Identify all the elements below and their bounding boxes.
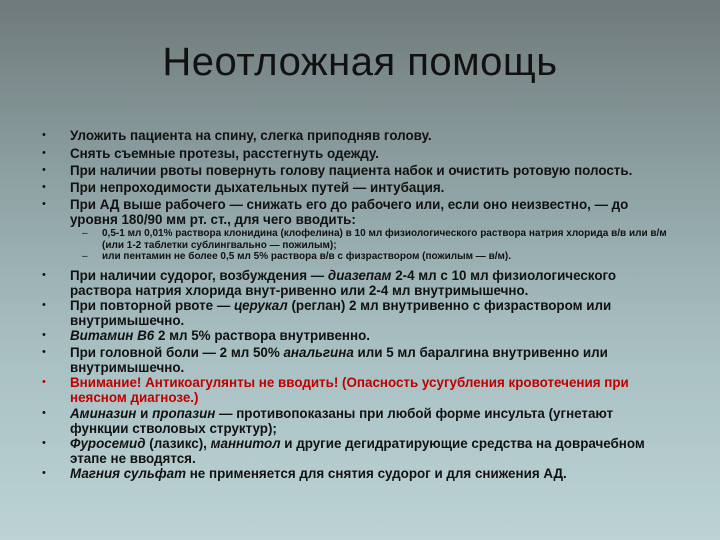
list-item: Снять съемные протезы, расстегнуть одежду. (70, 146, 379, 161)
bullet: • (42, 269, 46, 281)
bullet: • (42, 164, 46, 176)
list-item-b6: Витамин В6 2 мл 5% раствора внутривенно. (70, 328, 371, 343)
list-item-furosemid: Фуросемид (лазикс), маннитол и другие дегидратирующие средства на доврачебном этапе не вводятся. (70, 436, 645, 466)
bullet: • (42, 467, 46, 479)
list-item-seizures: При наличии судорог, возбуждения — диазепам 2-4 мл с 10 мл физиологического раствора натрия хлорида внут-ривенно или 2-4 мл внутримышечно. (70, 268, 617, 298)
list-item: При АД выше рабочего — снижать его до рабочего или, если оно неизвестно, — до уровня 180/90 мм рт. ст., для чего вводить: (70, 197, 629, 227)
sub-list-item: или пентамин не более 0,5 мл 5% раствора в/в с физраствором (пожилым — в/м). (102, 251, 512, 262)
dash: – (82, 251, 88, 262)
bullet: • (42, 129, 46, 141)
list-item-magnesium: Магния сульфат не применяется для снятия судорог и для снижения АД. (70, 466, 567, 481)
sub-list-item: 0,5-1 мл 0,01% раствора клонидина (клофелина) в 10 мл физиологического раствора натрия хлорида в/в или в/м (или 1-2 таблетки сублингвально — пожилым); (102, 228, 667, 251)
page-title: Неотложная помощь (162, 40, 558, 84)
list-item: При непроходимости дыхательных путей — интубация. (70, 180, 445, 195)
list-item: Уложить пациента на спину, слегка приподняв голову. (70, 128, 432, 143)
list-item-aminazin: Аминазин и пропазин — противопоказаны при любой форме инсульта (угнетают функции стволовых структур); (70, 406, 614, 436)
bullet: • (42, 299, 46, 311)
list-item-warning: Внимание! Антикоагулянты не вводить! (Опасность усугубления кровотечения при неясном диагнозе.) (70, 375, 629, 405)
bullet: • (42, 437, 46, 449)
bullet: • (42, 329, 46, 341)
bullet: • (42, 181, 46, 193)
bullet: • (42, 346, 46, 358)
list-item: При наличии рвоты повернуть голову пациента набок и очистить ротовую полость. (70, 163, 633, 178)
bullet: • (42, 147, 46, 159)
list-item-vomit: При повторной рвоте — церукал (реглан) 2 мл внутривенно с физраствором или внутримышечно. (70, 298, 612, 328)
list-item-headache: При головной боли — 2 мл 50% анальгина или 5 мл баралгина внутривенно или внутримышечно. (70, 345, 608, 375)
bullet: • (42, 198, 46, 210)
bullet: • (42, 376, 46, 388)
bullet: • (42, 407, 46, 419)
dash: – (82, 228, 88, 239)
